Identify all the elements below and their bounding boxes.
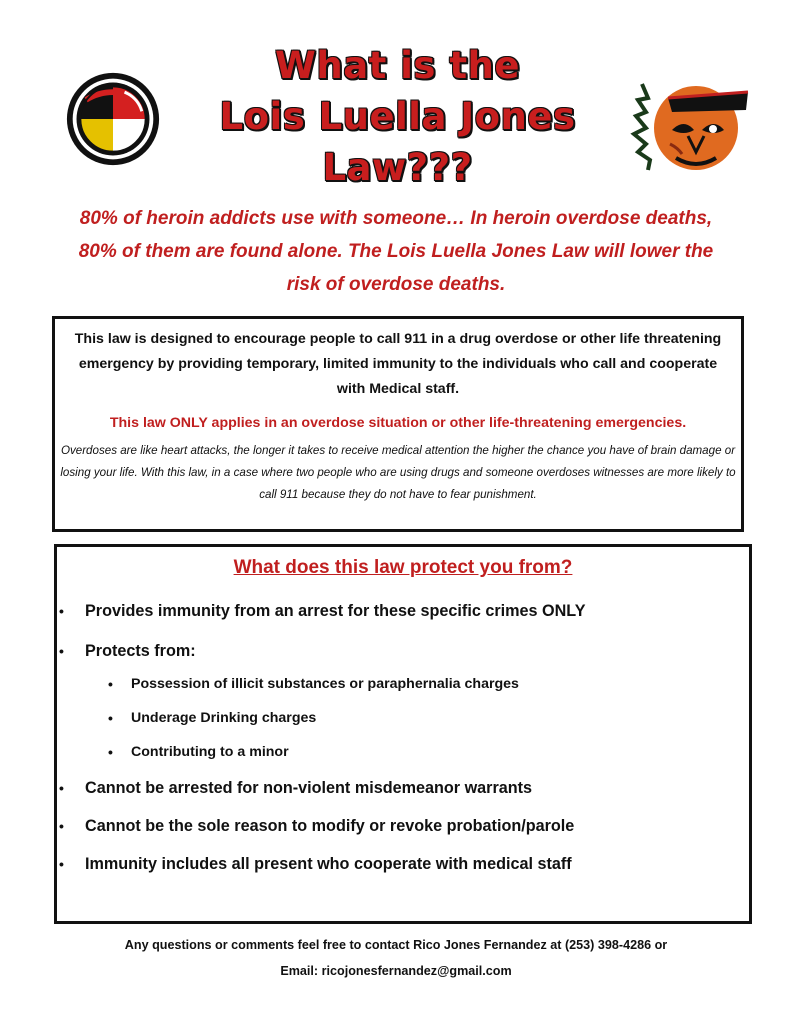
intro-line-2: 80% of them are found alone. The Lois Luella Jones Law will lower the (78, 241, 714, 262)
intro-line-3: risk of overdose deaths. (286, 274, 506, 295)
protections-box (54, 544, 752, 924)
bullet-icon: • (108, 744, 113, 760)
bullet-icon: • (59, 643, 64, 659)
page-title (160, 40, 635, 193)
bullet-icon: • (59, 856, 64, 872)
overdose-explanation: Overdoses are like heart attacks, the longer it takes to receive medical attention the higher the chance you have of brain damage or losing your life. With this law, in a case where two people who are using drugs and someone overdoses witnesses are more likely to call 911 because they do not have to fear punishment. (60, 444, 736, 501)
sub-list-item: • Underage Drinking charges (108, 710, 317, 726)
list-item: • Provides immunity from an arrest for these specific crimes ONLY (59, 602, 586, 620)
medicine-wheel-icon (65, 71, 161, 167)
bullet-icon: • (59, 818, 64, 834)
bullet-icon: • (108, 676, 113, 692)
bullet-icon: • (59, 780, 64, 796)
sub-list-item: • Contributing to a minor (108, 744, 289, 760)
title-line-1: What is the (275, 44, 520, 87)
law-description-box (52, 316, 744, 532)
list-item: • Cannot be arrested for non-violent misdemeanor warrants (59, 779, 533, 797)
title-line-2: Lois Luella Jones (219, 95, 576, 138)
law-scope-note: This law ONLY applies in an overdose situation or other life-threatening emergencies. (109, 415, 687, 431)
intro-statement (40, 202, 752, 301)
protections-heading: What does this law protect you from? (233, 557, 573, 578)
law-description-text: This law is designed to encourage people to call 911 in a drug overdose or other life threatening emergency by providing temporary, limited immunity to the individuals who call and cooperate with Medical staff. (74, 331, 722, 397)
contact-email[interactable]: Email: ricojonesfernandez@gmail.com (280, 964, 512, 978)
sub-list-item: • Possession of illicit substances or paraphernalia charges (108, 676, 519, 692)
list-item: • Protects from: (59, 642, 196, 660)
title-line-3: Law??? (322, 146, 473, 189)
list-item: • Immunity includes all present who cooperate with medical staff (59, 855, 572, 873)
intro-line-1: 80% of heroin addicts use with someone… In heroin overdose deaths, (79, 208, 713, 229)
list-item: • Cannot be the sole reason to modify or revoke probation/parole (59, 817, 575, 835)
bullet-icon: • (108, 710, 113, 726)
tribal-mask-icon (628, 78, 750, 174)
bullet-icon: • (59, 603, 64, 619)
contact-line: Any questions or comments feel free to contact Rico Jones Fernandez at (253) 398-4286 or (124, 938, 668, 952)
